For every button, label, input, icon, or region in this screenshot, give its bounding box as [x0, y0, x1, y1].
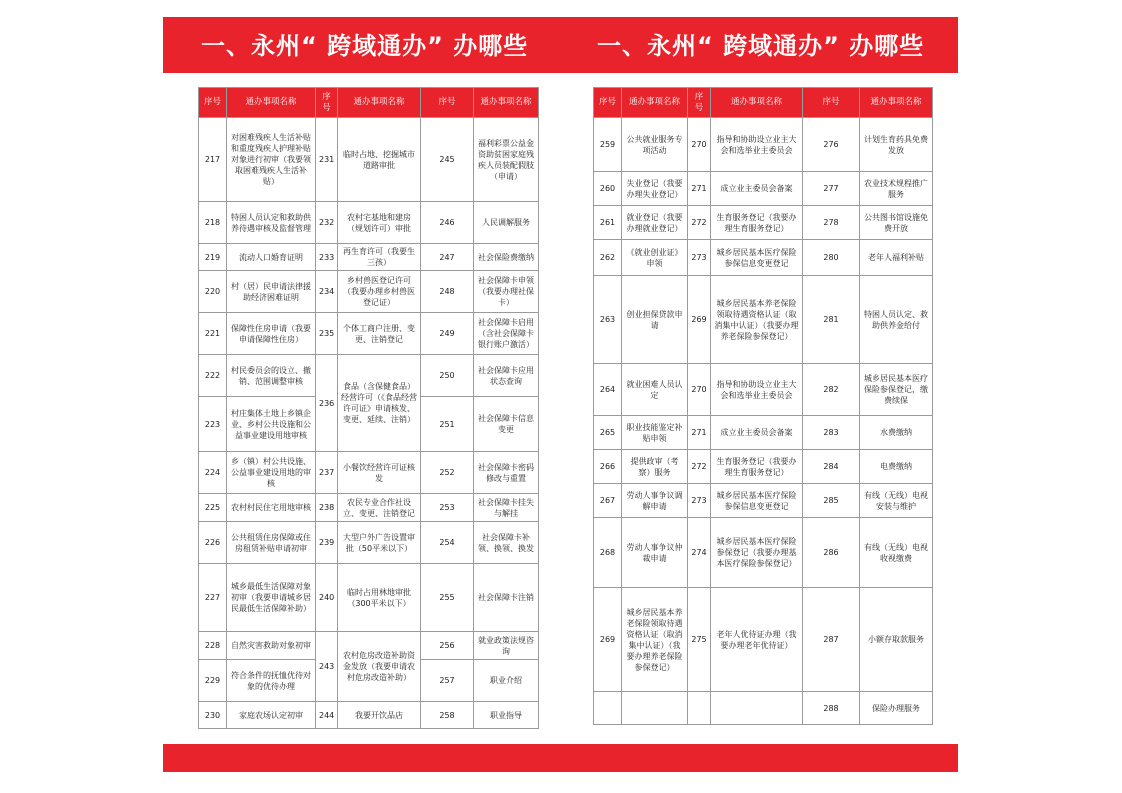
item-number: 285 [803, 484, 860, 518]
table-row [594, 364, 933, 416]
item-name: 社会保障卡注销 [474, 564, 539, 632]
item-name: 家庭农场认定初审 [227, 702, 316, 729]
item-number: 261 [594, 206, 622, 240]
empty-cell [688, 692, 711, 725]
header-banner [163, 17, 958, 73]
item-name: 公共图书馆设施免费开放 [860, 206, 933, 240]
item-number: 236 [316, 355, 338, 452]
table-row [199, 313, 539, 355]
item-number: 218 [199, 202, 227, 244]
table-row [199, 632, 539, 660]
item-number: 229 [199, 660, 227, 702]
item-number: 275 [688, 588, 711, 692]
item-name: 就业登记（我要办理就业登记） [622, 206, 688, 240]
table-row [199, 452, 539, 494]
table-row [199, 355, 539, 397]
item-number: 267 [594, 484, 622, 518]
item-number: 280 [803, 240, 860, 276]
item-name: 特困人员认定和救助供养待遇审核及监督管理 [227, 202, 316, 244]
item-name: 老年人优待证办理（我要办理老年优待证） [711, 588, 803, 692]
page-title-right: 一、永州“ 跨域通办” 办哪些 [597, 32, 925, 60]
item-name: 食品（含保健食品）经营许可（《食品经营许可证》申请核发、变更、延续、注销） [338, 355, 421, 452]
empty-cell [622, 692, 688, 725]
item-name: 乡村兽医登记许可（我要办理乡村兽医登记证） [338, 271, 421, 313]
item-name: 个体工商户注册、变更、注销登记 [338, 313, 421, 355]
item-name: 社会保障卡启用（含社会保障卡银行账户激活） [474, 313, 539, 355]
item-name: 符合条件的抚恤优待对象的优待办理 [227, 660, 316, 702]
item-name: 城乡最低生活保障对象初审（我要申请城乡居民最低生活保障补助） [227, 564, 316, 632]
item-number: 257 [421, 660, 474, 702]
item-name: 再生育许可（我要生三孩） [338, 244, 421, 271]
item-number: 276 [803, 118, 860, 172]
item-number: 250 [421, 355, 474, 397]
item-name: 农村村民住宅用地审核 [227, 494, 316, 522]
item-number: 252 [421, 452, 474, 494]
item-name: 电费缴纳 [860, 450, 933, 484]
item-number: 256 [421, 632, 474, 660]
item-number: 235 [316, 313, 338, 355]
item-name: 村（居）民申请法律援助经济困难证明 [227, 271, 316, 313]
table-row [199, 244, 539, 271]
table-row [594, 692, 933, 725]
item-name: 失业登记（我要办理失业登记） [622, 172, 688, 206]
item-number: 281 [803, 276, 860, 364]
item-number: 238 [316, 494, 338, 522]
item-name: 职业技能鉴定补贴申领 [622, 416, 688, 450]
table-row [199, 118, 539, 202]
header-cell: 通办事项名称 [622, 88, 688, 118]
item-name: 城乡居民基本医疗保险参保信息变更登记 [711, 240, 803, 276]
item-number: 272 [688, 206, 711, 240]
item-number: 233 [316, 244, 338, 271]
item-number: 237 [316, 452, 338, 494]
item-name: 成立业主委员会备案 [711, 172, 803, 206]
header-cell: 序号 [688, 88, 711, 118]
footer-banner [163, 744, 958, 772]
item-name: 对困难残疾人生活补贴和重度残疾人护理补贴对象进行初审（我要领取困难残疾人生活补贴） [227, 118, 316, 202]
item-name: 公共就业服务专项活动 [622, 118, 688, 172]
item-name: 临时占地、挖掘城市道路审批 [338, 118, 421, 202]
table-row [199, 702, 539, 729]
item-number: 288 [803, 692, 860, 725]
item-number: 282 [803, 364, 860, 416]
item-name: 村民委员会的设立、撤销、范围调整审核 [227, 355, 316, 397]
item-number: 263 [594, 276, 622, 364]
item-name: 人民调解服务 [474, 202, 539, 244]
item-name: 职业指导 [474, 702, 539, 729]
item-name: 劳动人事争议仲裁申请 [622, 518, 688, 588]
item-name: 就业困难人员认定 [622, 364, 688, 416]
item-number: 230 [199, 702, 227, 729]
item-name: 就业政策法规咨询 [474, 632, 539, 660]
header-cell: 通办事项名称 [711, 88, 803, 118]
header-cell: 通办事项名称 [474, 88, 539, 118]
item-number: 239 [316, 522, 338, 564]
item-number: 226 [199, 522, 227, 564]
item-name: 生育服务登记（我要办理生育服务登记） [711, 206, 803, 240]
table-row [199, 202, 539, 244]
item-name: 创业担保贷款申请 [622, 276, 688, 364]
item-name: 有线（无线）电视收视缴费 [860, 518, 933, 588]
services-table-right [593, 87, 933, 725]
item-number: 220 [199, 271, 227, 313]
item-number: 287 [803, 588, 860, 692]
item-number: 271 [688, 172, 711, 206]
item-name: 城乡居民基本养老保险领取待遇资格认证（取消集中认证）（我要办理养老保险参保登记） [622, 588, 688, 692]
item-number: 240 [316, 564, 338, 632]
item-number: 262 [594, 240, 622, 276]
item-name: 农村危房改造补助资金发放（我要申请农村危房改造补助） [338, 632, 421, 702]
item-number: 222 [199, 355, 227, 397]
item-number: 258 [421, 702, 474, 729]
item-number: 270 [688, 118, 711, 172]
item-name: 福利彩票公益金资助贫困家庭残疾人员装配假肢（申请） [474, 118, 539, 202]
item-number: 265 [594, 416, 622, 450]
services-table-left [198, 87, 539, 729]
item-name: 职业介绍 [474, 660, 539, 702]
item-number: 219 [199, 244, 227, 271]
item-number: 254 [421, 522, 474, 564]
item-number: 225 [199, 494, 227, 522]
item-name: 小额存取款服务 [860, 588, 933, 692]
item-number: 269 [688, 276, 711, 364]
header-cell: 通办事项名称 [227, 88, 316, 118]
item-number: 247 [421, 244, 474, 271]
item-name: 保障性住房申请（我要申请保障性住房） [227, 313, 316, 355]
item-name: 社会保障卡补领、换领、换发 [474, 522, 539, 564]
item-name: 生育服务登记（我要办理生育服务登记） [711, 450, 803, 484]
item-number: 221 [199, 313, 227, 355]
table-row [199, 271, 539, 313]
item-name: 成立业主委员会备案 [711, 416, 803, 450]
item-name: 临时占用林地审批（300平米以下） [338, 564, 421, 632]
item-number: 244 [316, 702, 338, 729]
item-number: 273 [688, 484, 711, 518]
table-row [594, 450, 933, 484]
item-number: 255 [421, 564, 474, 632]
table-header-row [594, 88, 933, 118]
item-number: 269 [594, 588, 622, 692]
header-cell: 通办事项名称 [860, 88, 933, 118]
item-number: 253 [421, 494, 474, 522]
item-name: 提供政审（考察）服务 [622, 450, 688, 484]
item-name: 《就业创业证》申领 [622, 240, 688, 276]
item-number: 232 [316, 202, 338, 244]
item-name: 社会保障卡信息变更 [474, 397, 539, 452]
item-number: 273 [688, 240, 711, 276]
item-number: 243 [316, 632, 338, 702]
item-name: 老年人福利补贴 [860, 240, 933, 276]
table-row [594, 484, 933, 518]
table-row [594, 206, 933, 240]
item-number: 277 [803, 172, 860, 206]
item-number: 264 [594, 364, 622, 416]
item-number: 234 [316, 271, 338, 313]
item-number: 223 [199, 397, 227, 452]
header-cell: 序号 [199, 88, 227, 118]
item-name: 流动人口婚育证明 [227, 244, 316, 271]
table-row [199, 494, 539, 522]
item-name: 社会保障卡应用状态查询 [474, 355, 539, 397]
empty-cell [594, 692, 622, 725]
table-row [594, 416, 933, 450]
header-cell: 序号 [421, 88, 474, 118]
item-number: 271 [688, 416, 711, 450]
table-header-row [199, 88, 539, 118]
item-number: 283 [803, 416, 860, 450]
item-name: 城乡居民基本医疗保险参保信息变更登记 [711, 484, 803, 518]
table-row [594, 118, 933, 172]
empty-cell [711, 692, 803, 725]
item-name: 社会保障卡申领（我要办理社保卡） [474, 271, 539, 313]
header-cell: 通办事项名称 [338, 88, 421, 118]
item-number: 228 [199, 632, 227, 660]
header-cell: 序号 [316, 88, 338, 118]
item-number: 224 [199, 452, 227, 494]
item-name: 保险办理服务 [860, 692, 933, 725]
item-number: 249 [421, 313, 474, 355]
item-name: 城乡居民基本养老保险领取待遇资格认证（取消集中认证）（我要办理养老保险参保登记） [711, 276, 803, 364]
item-number: 260 [594, 172, 622, 206]
item-number: 246 [421, 202, 474, 244]
item-number: 278 [803, 206, 860, 240]
header-cell: 序号 [594, 88, 622, 118]
item-name: 城乡居民基本医疗保险参保登记（我要办理基本医疗保险参保登记） [711, 518, 803, 588]
item-number: 274 [688, 518, 711, 588]
item-name: 社会保障卡密码修改与重置 [474, 452, 539, 494]
item-number: 259 [594, 118, 622, 172]
item-number: 286 [803, 518, 860, 588]
item-number: 272 [688, 450, 711, 484]
item-number: 266 [594, 450, 622, 484]
table-row [594, 518, 933, 588]
item-name: 指导和协助设立业主大会和选举业主委员会 [711, 364, 803, 416]
table-row [594, 588, 933, 692]
item-name: 社会保障卡挂失与解挂 [474, 494, 539, 522]
item-name: 水费缴纳 [860, 416, 933, 450]
item-name: 村庄集体土地上乡镇企业、乡村公共设施和公益事业建设用地审核 [227, 397, 316, 452]
item-number: 245 [421, 118, 474, 202]
item-name: 乡（镇）村公共设施、公益事业建设用地的审核 [227, 452, 316, 494]
item-name: 小餐饮经营许可证核发 [338, 452, 421, 494]
item-number: 231 [316, 118, 338, 202]
item-name: 劳动人事争议调解申请 [622, 484, 688, 518]
header-cell: 序号 [803, 88, 860, 118]
item-name: 社会保险费缴纳 [474, 244, 539, 271]
page-title-left: 一、永州“ 跨域通办” 办哪些 [201, 32, 529, 60]
item-number: 251 [421, 397, 474, 452]
item-number: 270 [688, 364, 711, 416]
item-number: 227 [199, 564, 227, 632]
item-name: 自然灾害救助对象初审 [227, 632, 316, 660]
item-number: 217 [199, 118, 227, 202]
item-name: 指导和协助设立业主大会和选举业主委员会 [711, 118, 803, 172]
table-row [594, 240, 933, 276]
item-name: 大型户外广告设置审批（50平米以下） [338, 522, 421, 564]
table-row [594, 276, 933, 364]
table-row [199, 564, 539, 632]
item-name: 我要开饮品店 [338, 702, 421, 729]
item-name: 农业技术规程推广服务 [860, 172, 933, 206]
item-name: 农民专业合作社设立、变更、注销登记 [338, 494, 421, 522]
item-number: 284 [803, 450, 860, 484]
item-name: 计划生育药具免费发放 [860, 118, 933, 172]
item-name: 农村宅基地和建房（规划许可）审批 [338, 202, 421, 244]
table-row [594, 172, 933, 206]
item-name: 公共租赁住房保障或住房租赁补贴申请初审 [227, 522, 316, 564]
item-number: 268 [594, 518, 622, 588]
item-name: 城乡居民基本医疗保险参保登记，缴费续保 [860, 364, 933, 416]
item-name: 特困人员认定、救助供养金给付 [860, 276, 933, 364]
item-name: 有线（无线）电视安装与维护 [860, 484, 933, 518]
table-row [199, 522, 539, 564]
item-number: 248 [421, 271, 474, 313]
